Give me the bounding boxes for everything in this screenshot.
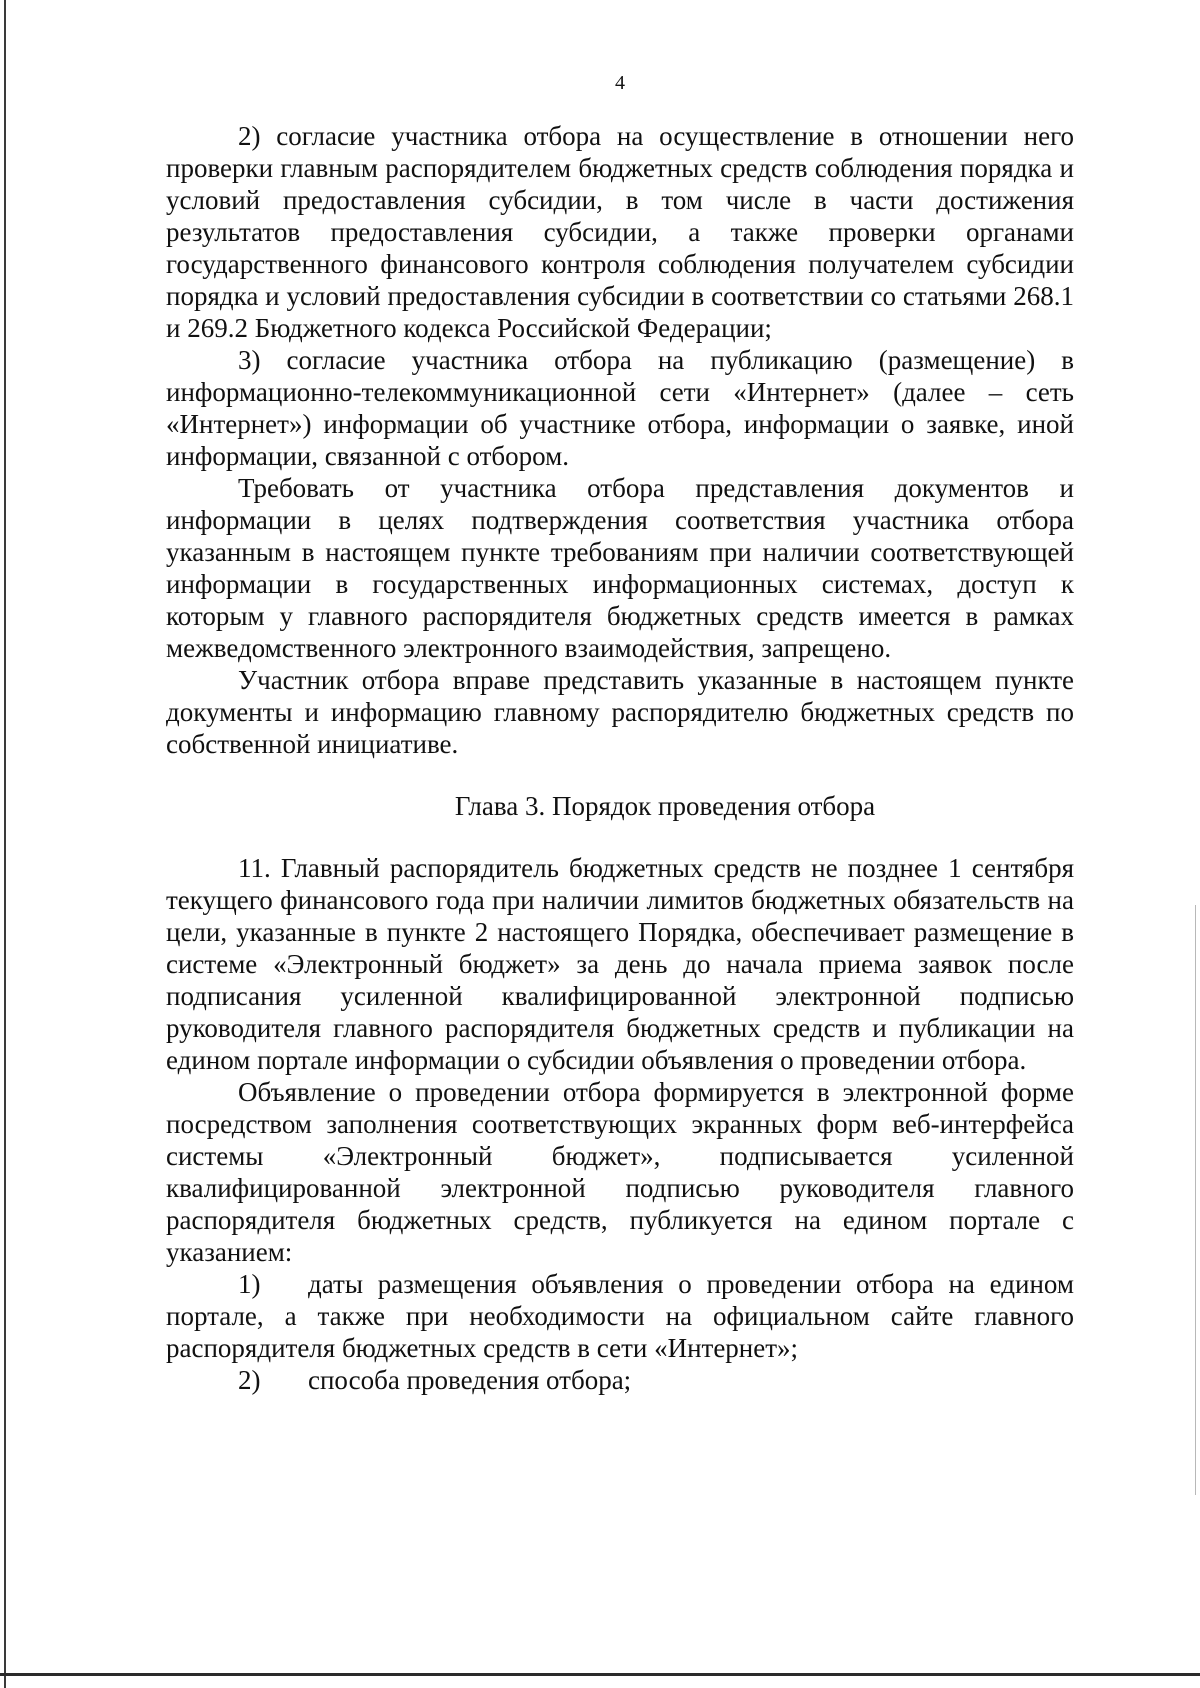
- paragraph-consent-publication: 3) согласие участника отбора на публикацию (размещение) в информационно-телекоммуникационной сети «Интернет» (далее – сеть «Интернет») информации об участнике отбора, информации о заявке, иной информации, связанной с отбором.: [166, 345, 1074, 471]
- list-item-text: способа проведения отбора;: [308, 1365, 632, 1395]
- list-item: [166, 1364, 1074, 1396]
- scan-right-mark: [1195, 905, 1196, 1495]
- chapter-heading: Глава 3. Порядок проведения отбора: [454, 791, 876, 821]
- page-number: 4: [615, 72, 625, 94]
- paragraph-clause-11: 11. Главный распорядитель бюджетных средств не позднее 1 сентября текущего финансового года при наличии лимитов бюджетных обязательств на цели, указанные в пункте 2 настоящего Порядка, обеспечивает размещение в системе «Электронный бюджет» за день до начала приема заявок после подписания усиленной квалифицированной электронной подписью руководителя главного распорядителя бюджетных средств и публикации на едином портале информации о субсидии объявления о проведении отбора.: [166, 853, 1074, 1075]
- paragraph-document-requirement: Требовать от участника отбора представления документов и информации в целях подтверждения соответствия участника отбора указанным в настоящем пункте требованиям при наличии соответствующей информации в государственных информационных системах, доступ к которым у главного распорядителя бюджетных средств имеется в рамках межведомственного электронного взаимодействия, запрещено.: [166, 473, 1074, 663]
- scan-bottom-border: [0, 1673, 1200, 1676]
- paragraph-announcement: Объявление о проведении отбора формируется в электронной форме посредством заполнения соответствующих экранных форм веб-интерфейса системы «Электронный бюджет», подписывается усиленной квалифицированной электронной подписью руководителя главного распорядителя бюджетных средств, публикуется на едином портале с указанием:: [166, 1077, 1074, 1267]
- paragraph-own-initiative: Участник отбора вправе представить указанные в настоящем пункте документы и информацию главному распорядителю бюджетных средств по собственной инициативе.: [166, 665, 1074, 759]
- list-item-number: 2): [238, 1365, 261, 1395]
- list-item: [166, 1268, 1074, 1364]
- paragraph-consent-audit: 2) согласие участника отбора на осуществление в отношении него проверки главным распорядителем бюджетных средств соблюдения порядка и условий предоставления субсидии, в том числе в части достижения результатов предоставления субсидии, а также проверки органами государственного финансового контроля соблюдения получателем субсидии порядка и условий предоставления субсидии в соответствии со статьями 268.1 и 269.2 Бюджетного кодекса Российской Федерации;: [166, 121, 1074, 343]
- scan-left-border: [4, 0, 6, 1688]
- document-body: [166, 120, 1074, 1396]
- list-item-text: даты размещения объявления о проведении отбора на едином портале, а также при необходимости на официальном сайте главного распорядителя бюджетных средств в сети «Интернет»;: [166, 1269, 1074, 1363]
- list-item-number: 1): [238, 1269, 261, 1299]
